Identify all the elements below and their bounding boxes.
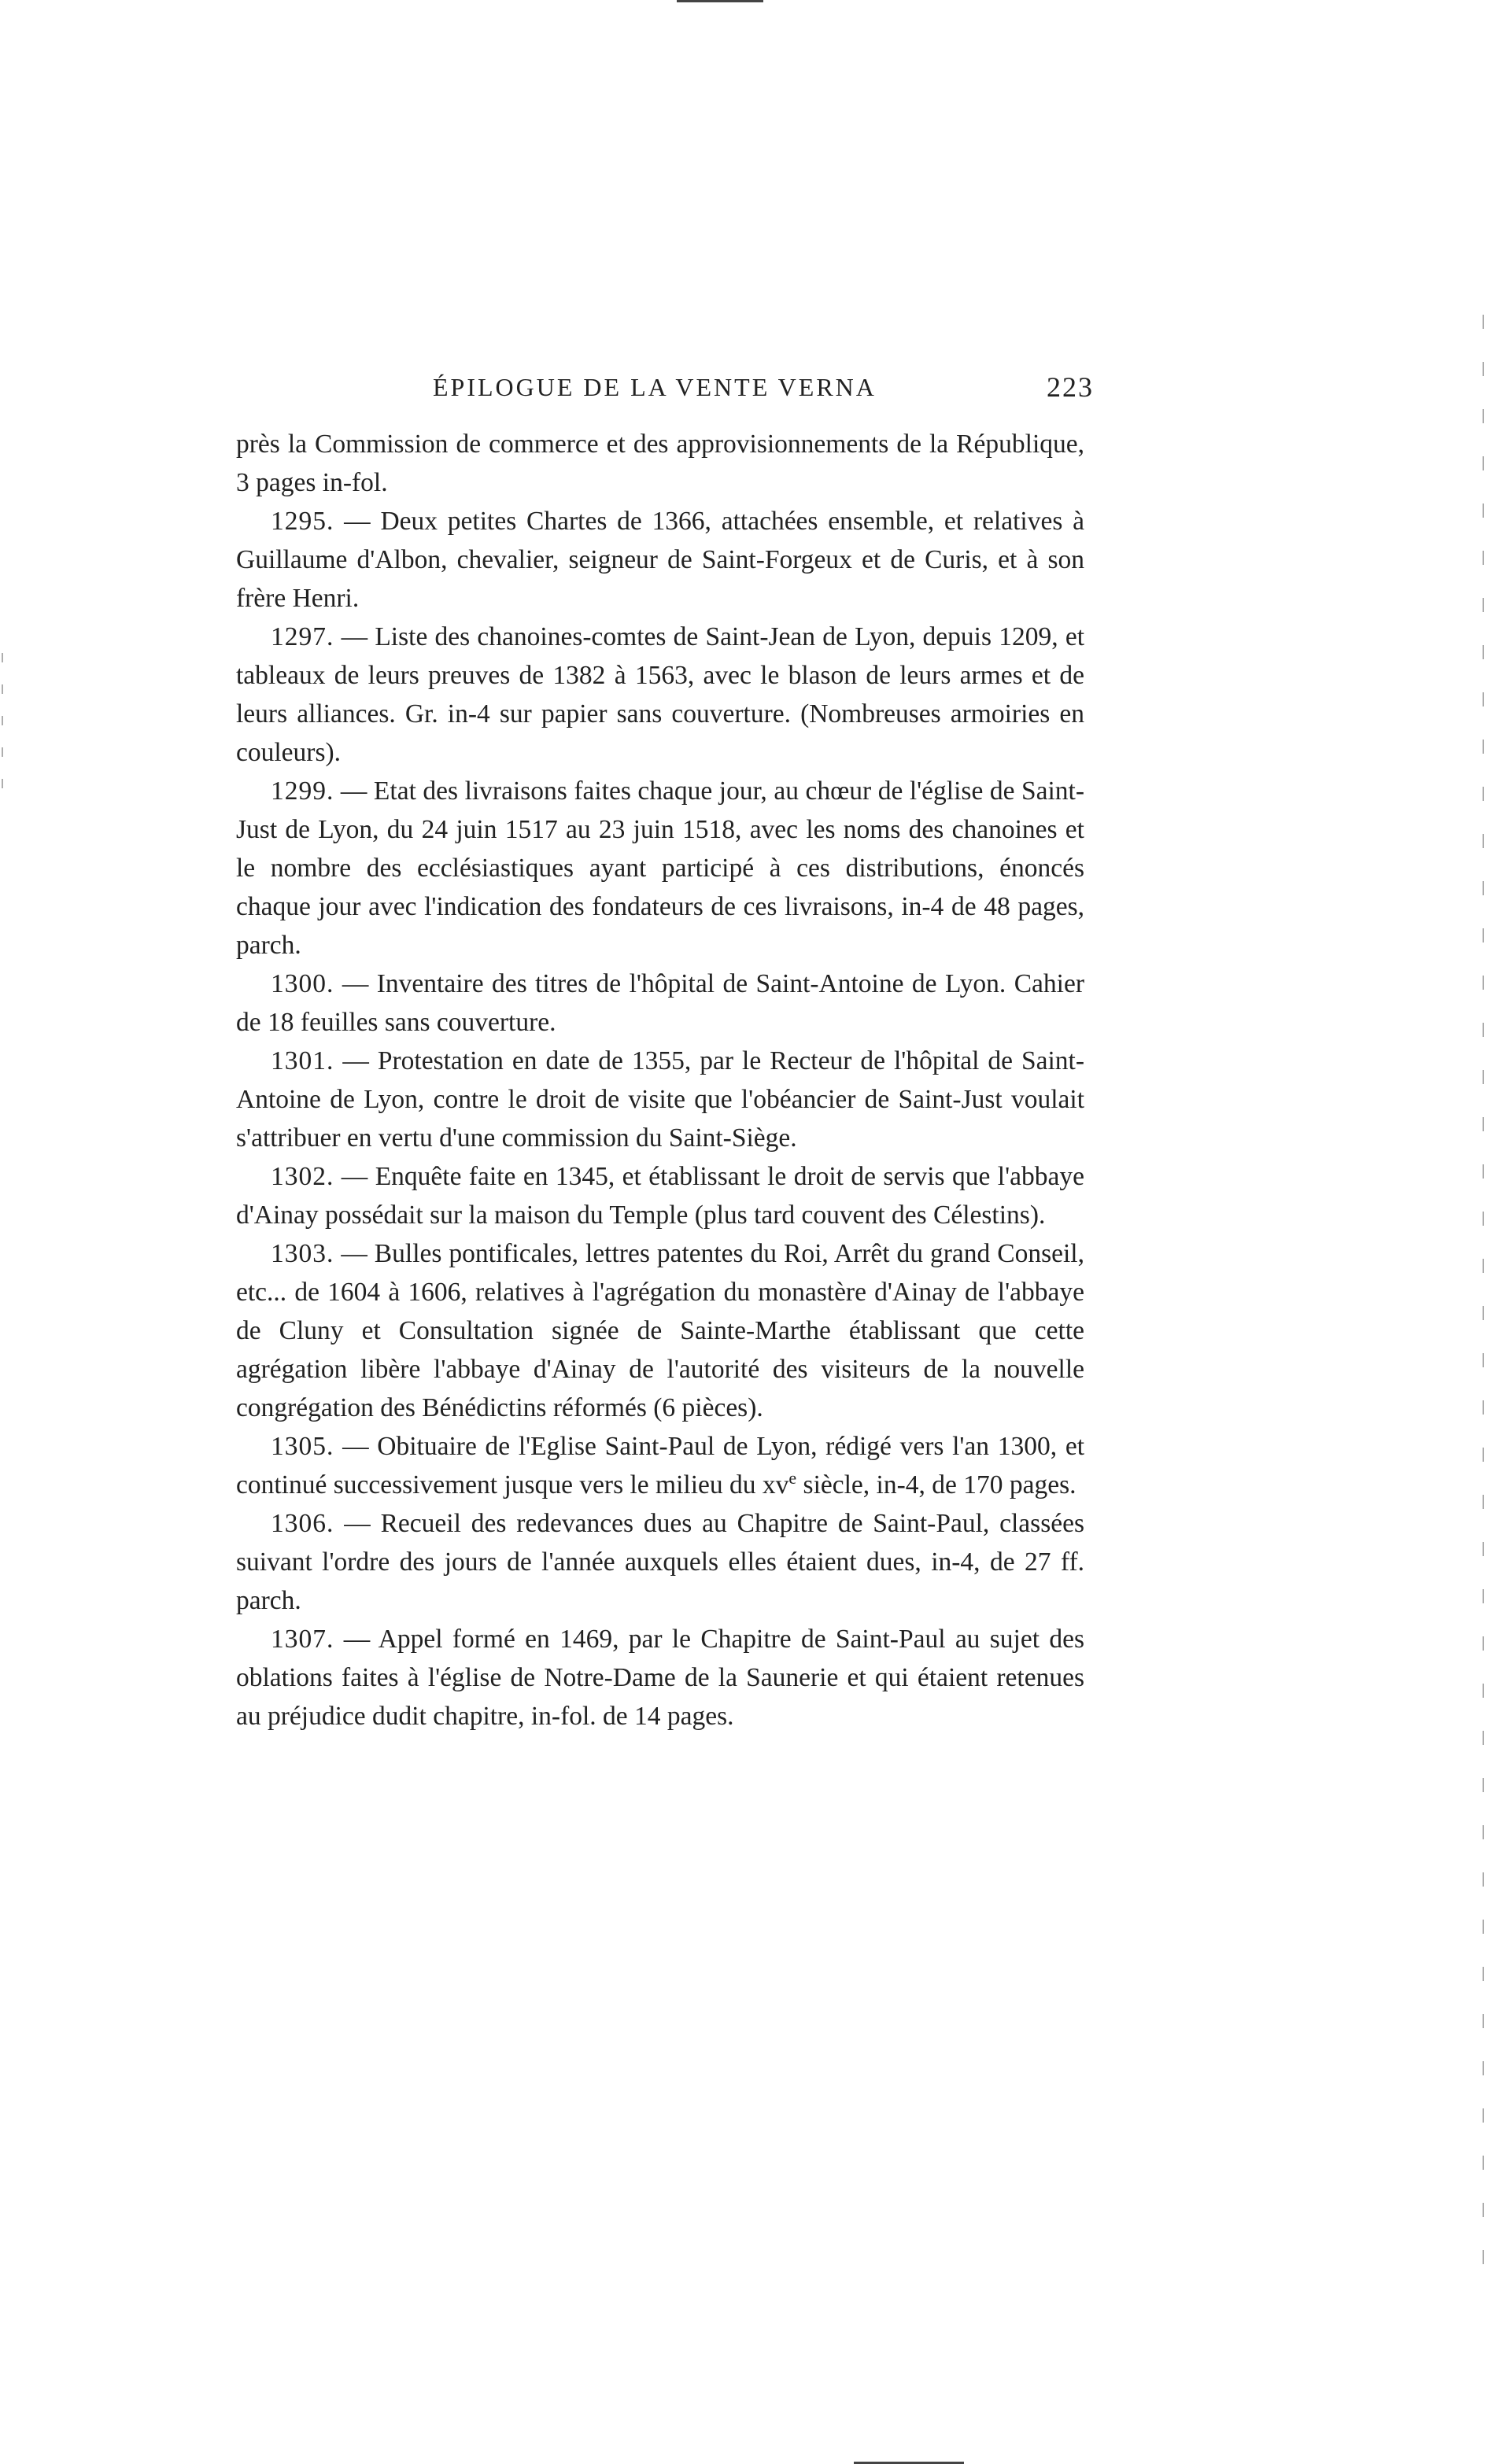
paragraph-continuation [236,425,1084,502]
entry-number: 1301. [271,1046,334,1075]
entry-1300 [236,965,1084,1042]
entry-number: 1302. [271,1162,334,1191]
century-superscript: e [788,1467,797,1488]
entry-number: 1297. [271,622,334,651]
entry-1303 [236,1234,1084,1427]
entry-1295 [236,502,1084,618]
entry-text: — Deux petites Chartes de 1366, attachées ensemble, et relatives à Guillaume d'Albon, chevalier, seigneur de Saint-Forgeux et de Curis, et à son frère Henri. [236,507,1085,613]
body-text [236,425,1084,1735]
entry-text: — Inventaire des titres de l'hôpital de Saint-Antoine de Lyon. Cahier de 18 feuilles sans couverture. [236,969,1084,1037]
page-header [236,363,1094,411]
entry-text: — Recueil des redevances dues au Chapitre de Saint-Paul, classées suivant l'ordre des jours de l'année auxquels elles étaient dues, in-4, de 27 ff. parch. [236,1509,1084,1615]
scan-edge-mark-right [1483,315,1484,2281]
entry-text: — Protestation en date de 1355, par le Recteur de l'hôpital de Saint-Antoine de Lyon, contre le droit de visite que l'obéancier de Saint-Just voulait s'attribuer en vertu d'une commission du Saint-Siège. [236,1046,1084,1153]
entry-number: 1307. [271,1625,334,1654]
paragraph-text: près la Commission de commerce et des approvisionnements de la République, 3 pages in-fol. [236,430,1084,497]
entry-text: — Enquête faite en 1345, et établissant le droit de servis que l'abbaye d'Ainay possédait sur la maison du Temple (plus tard couvent des Célestins). [236,1162,1084,1230]
entry-1299 [236,772,1084,965]
entry-text: — Liste des chanoines-comtes de Saint-Jean de Lyon, depuis 1209, et tableaux de leurs preuves de 1382 à 1563, avec le blason de leurs armes et de leurs alliances. Gr. in-4 sur papier sans couverture. (Nombreuses armoiries en couleurs). [236,622,1084,767]
entry-number: 1303. [271,1239,334,1268]
entry-number: 1295. [271,507,334,536]
entry-1305 [236,1427,1084,1504]
scan-edge-mark-left [2,653,3,810]
entry-text-after-superscript: siècle, in-4, de 170 pages. [796,1470,1076,1499]
entry-1297 [236,618,1084,772]
running-title: ÉPILOGUE DE LA VENTE VERNA [433,373,877,401]
entry-text: — Bulles pontificales, lettres patentes du Roi, Arrêt du grand Conseil, etc... de 1604 à 1606, relatives à l'agrégation du monastère d'Ainay de l'abbaye de Cluny et Consultation signée de Sainte-Marthe établissant que cette agrégation libère l'abbaye d'Ainay de l'autorité des visiteurs de la nouvelle congrégation des Bénédictins réformés (6 pièces). [236,1239,1084,1422]
scan-edge-mark-top [677,0,763,2]
entry-text: — Etat des livraisons faites chaque jour, au chœur de l'église de Saint-Just de Lyon, du 24 juin 1517 au 23 juin 1518, avec les noms des chanoines et le nombre des ecclésiastiques ayant participé à ces distributions, énoncés chaque jour avec l'indication des fondateurs de ces livraisons, in-4 de 48 pages, parch. [236,776,1085,960]
entry-text-before-superscript: — Obituaire de l'Eglise Saint-Paul de Lyon, rédigé vers l'an 1300, et continué successivement jusque vers le milieu du xv [236,1432,1085,1499]
entry-text: — Appel formé en 1469, par le Chapitre de Saint-Paul au sujet des oblations faites à l'église de Notre-Dame de la Saunerie et qui étaient retenues au préjudice dudit chapitre, in-fol. de 14 pages. [236,1625,1084,1731]
entry-number: 1305. [271,1432,334,1461]
entry-1306 [236,1504,1084,1620]
page-number: 223 [1047,371,1094,403]
entry-number: 1299. [271,776,334,806]
entry-1301 [236,1042,1084,1157]
entry-1302 [236,1157,1084,1234]
entry-1307 [236,1620,1084,1735]
entry-number: 1300. [271,969,334,998]
entry-number: 1306. [271,1509,334,1538]
